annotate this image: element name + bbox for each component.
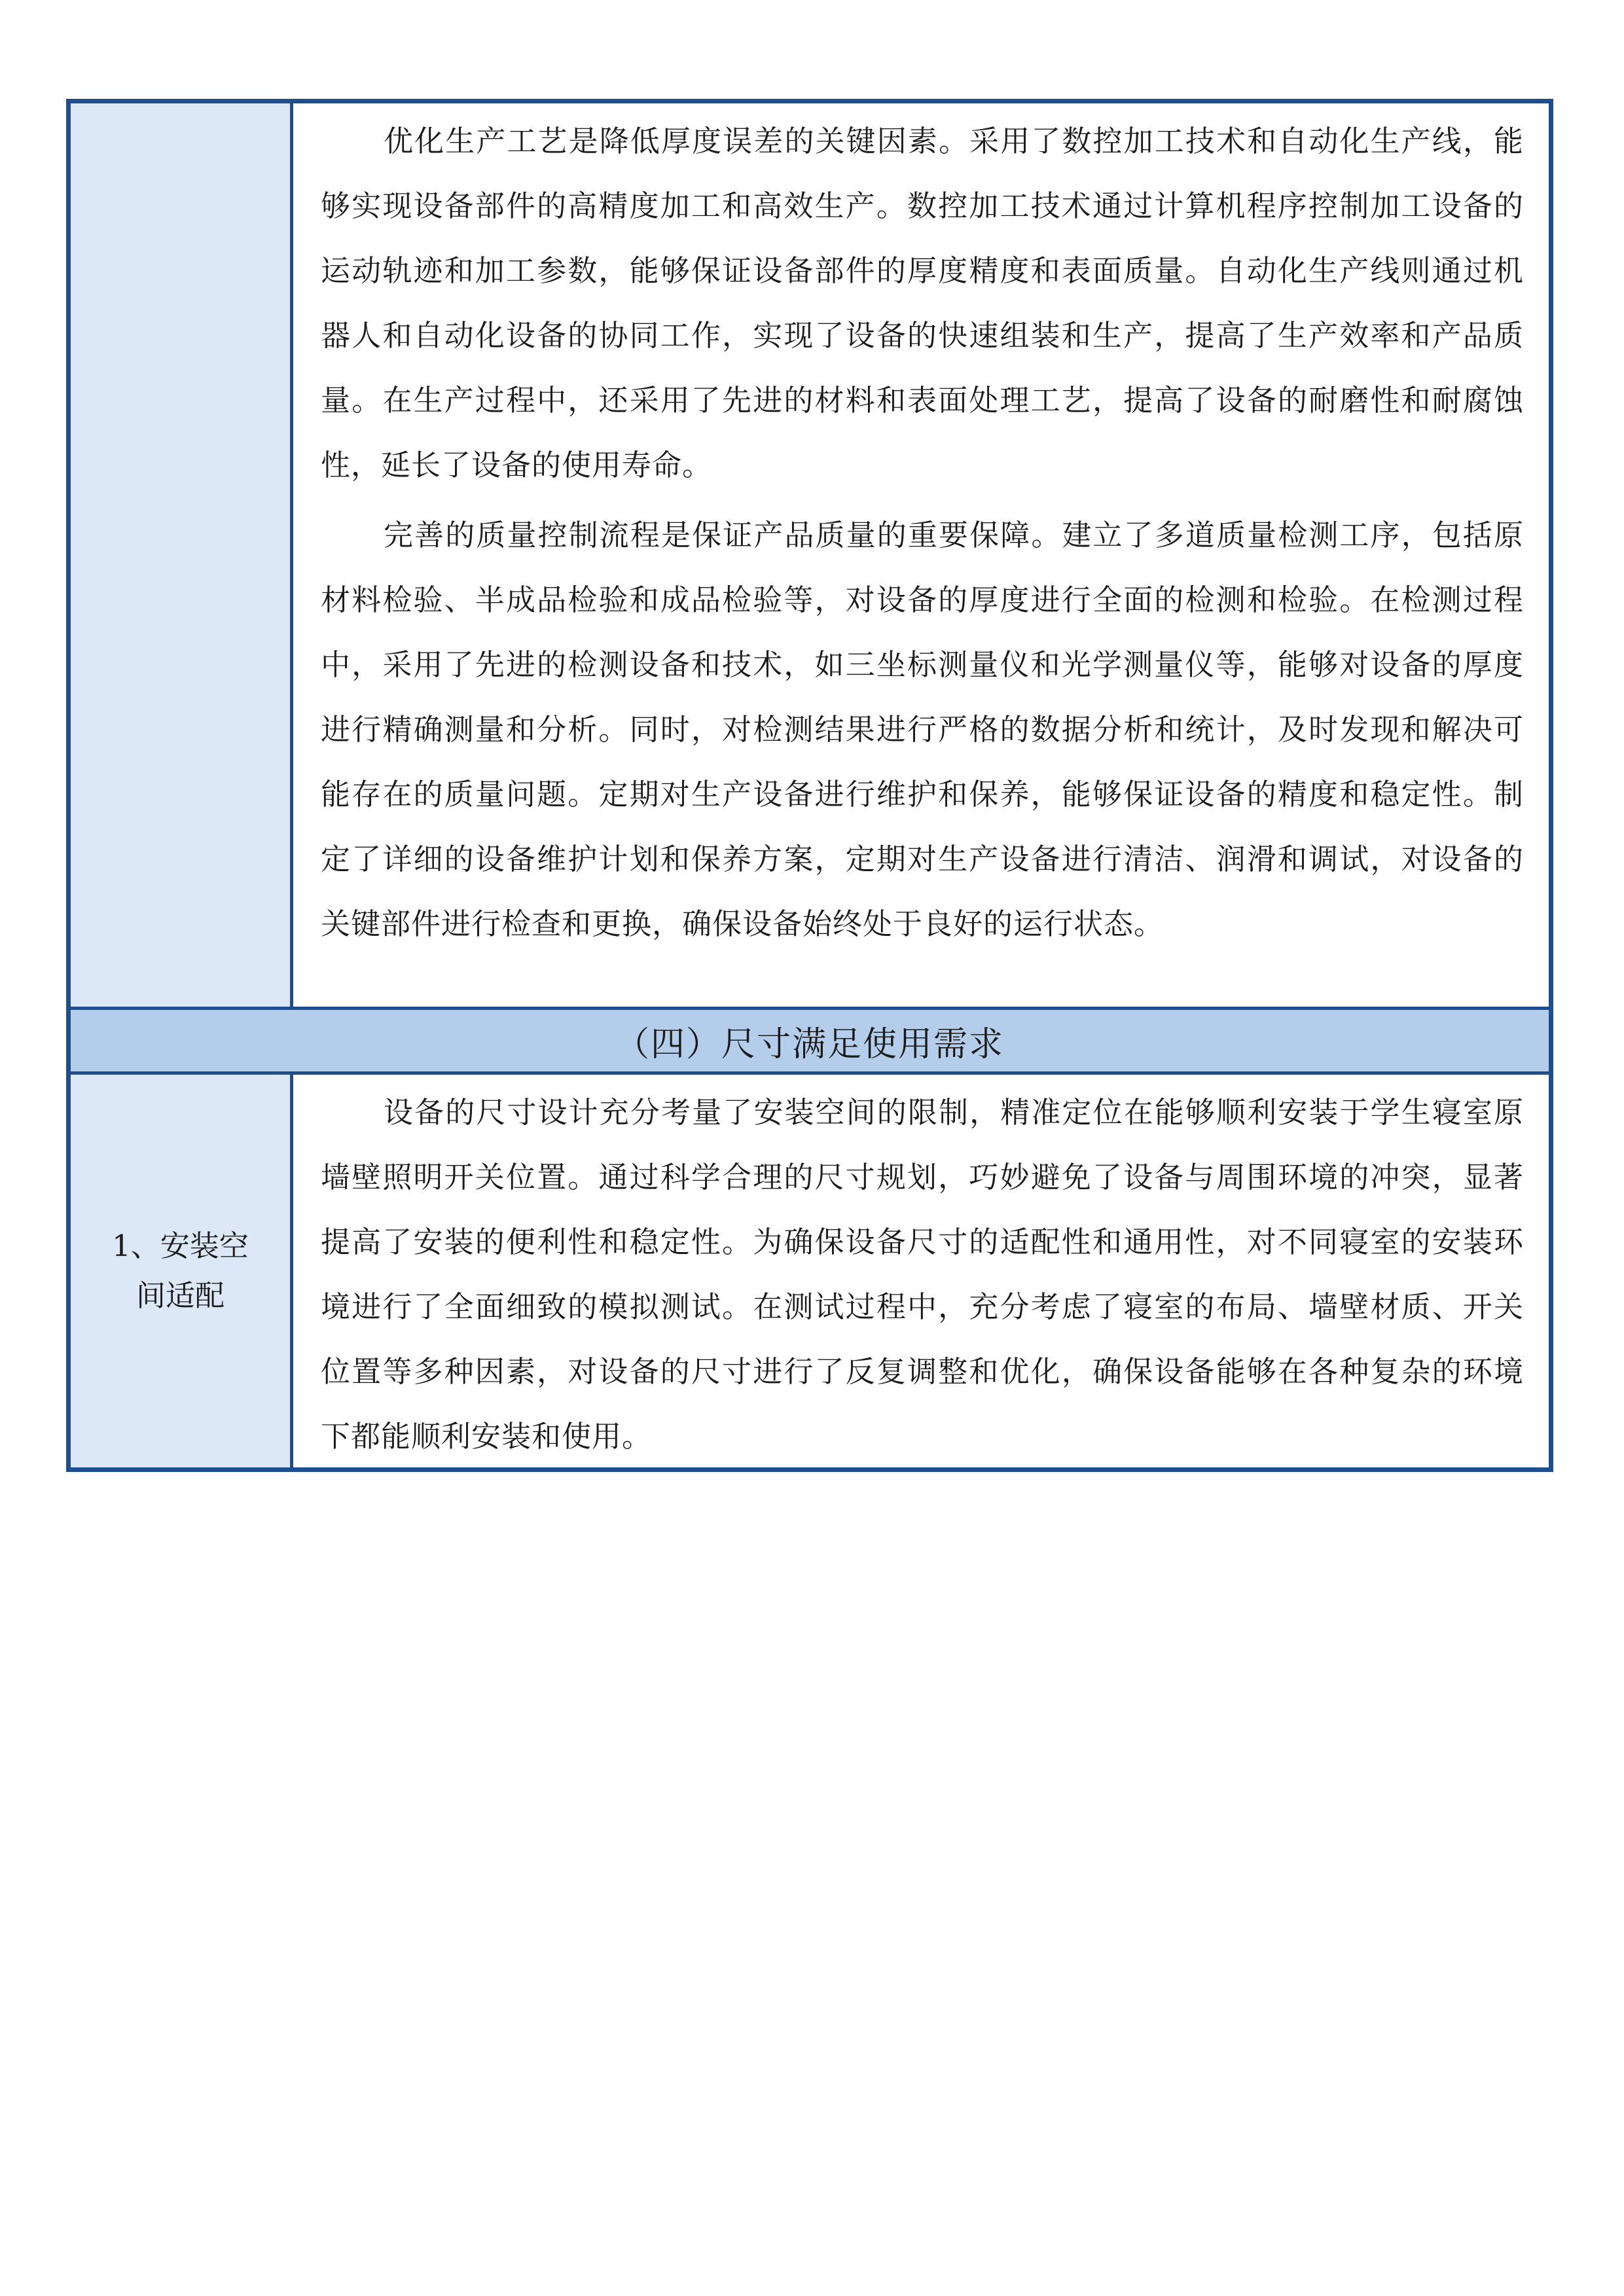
row-label-line1: 1、安装空 [112,1229,249,1263]
content-table [66,99,1553,1472]
paragraph-quality-control: 完善的质量控制流程是保证产品质量的重要保障。建立了多道质量检测工序，包括原材料检验、半成品检验和成品检验等，对设备的厚度进行全面的检测和检验。在检测过程中，采用了先进的检测设备和技术，如三坐标测量仪和光学测量仪等，能够对设备的厚度进行精确测量和分析。同时，对检测结果进行严格的数据分析和统计，及时发现和解决可能存在的质量问题。定期对生产设备进行维护和保养，能够保证设备的精度和稳定性。制定了详细的设备维护计划和保养方案，定期对生产设备进行清洁、润滑和调试，对设备的关键部件进行检查和更换，确保设备始终处于良好的运行状态。 [321,518,1524,941]
row-label-line2: 间适配 [135,1278,225,1313]
row-label-cell-empty [71,103,293,1007]
row-content-cell [293,103,1549,1007]
paragraph-process-optimization: 优化生产工艺是降低厚度误差的关键因素。采用了数控加工技术和自动化生产线，能够实现设备部件的高精度加工和高效生产。数控加工技术通过计算机程序控制加工设备的运动轨迹和加工参数，能够保证设备部件的厚度精度和表面质量。自动化生产线则通过机器人和自动化设备的协同工作，实现了设备的快速组装和生产，提高了生产效率和产品质量。在生产过程中，还采用了先进的材料和表面处理工艺，提高了设备的耐磨性和耐腐蚀性，延长了设备的使用寿命。 [321,124,1524,482]
table-row-process [71,103,1549,1007]
table-row-installation [71,1075,1549,1467]
section-heading: （四）尺寸满足使用需求 [71,1007,1549,1075]
row-content-cell [293,1075,1549,1467]
row-label-cell [71,1075,293,1467]
paragraph-installation-fit: 设备的尺寸设计充分考量了安装空间的限制，精准定位在能够顺利安装于学生寝室原墙壁照明开关位置。通过科学合理的尺寸规划，巧妙避免了设备与周围环境的冲突，显著提高了安装的便利性和稳定性。为确保设备尺寸的适配性和通用性，对不同寝室的安装环境进行了全面细致的模拟测试。在测试过程中，充分考虑了寝室的布局、墙壁材质、开关位置等多种因素，对设备的尺寸进行了反复调整和优化，确保设备能够在各种复杂的环境下都能顺利安装和使用。 [321,1095,1524,1454]
